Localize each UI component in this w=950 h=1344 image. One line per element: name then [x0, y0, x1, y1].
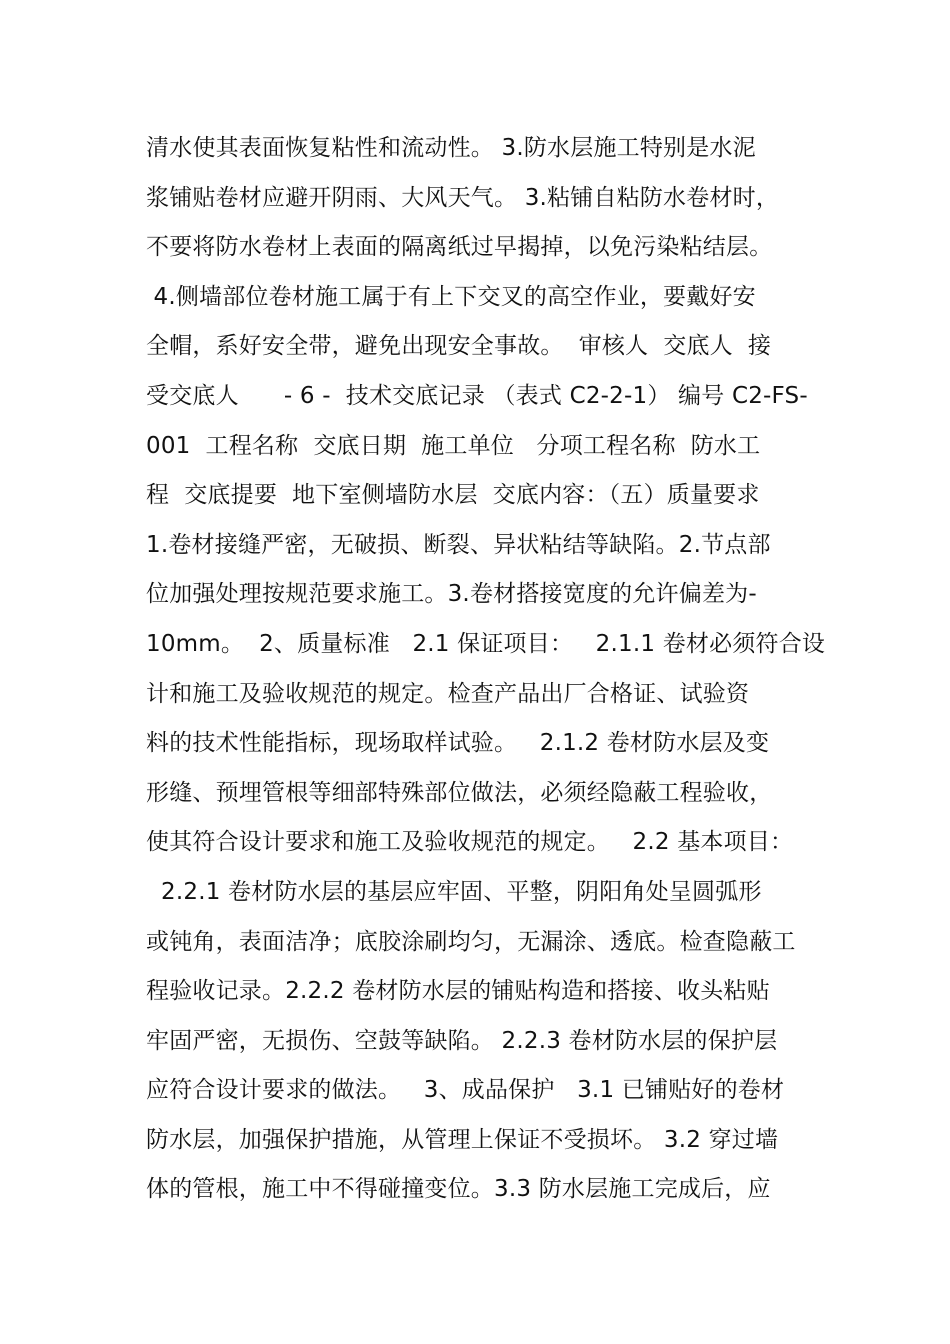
text-line: 料的技术性能指标，现场取样试验。 2.1.2 卷材防水层及变 [146, 730, 770, 757]
text-line: 形缝、预埋管根等细部特殊部位做法，必须经隐蔽工程验收， [146, 779, 773, 806]
body-text [146, 124, 836, 1215]
text-line: 体的管根，施工中不得碰撞变位。3.3 防水层施工完成后，应 [146, 1176, 771, 1203]
text-line: 全帽，系好安全带，避免出现安全事故。 审核人 交底人 接 [146, 333, 772, 360]
text-line: 程验收记录。2.2.2 卷材防水层的铺贴构造和搭接、收头粘贴 [146, 978, 770, 1005]
text-line: 清水使其表面恢复粘性和流动性。 3.防水层施工特别是水泥 [146, 135, 756, 161]
text-line: 应符合设计要求的做法。 3、成品保护 3.1 已铺贴好的卷材 [146, 1077, 785, 1104]
text-line: 受交底人 - 6 - 技术交底记录 （表式 C2-2-1） 编号 C2-FS- [146, 382, 808, 409]
text-line: 牢固严密，无损伤、空鼓等缺陷。 2.2.3 卷材防水层的保护层 [146, 1027, 778, 1054]
text-line: 计和施工及验收规范的规定。检查产品出厂合格证、试验资 [146, 680, 750, 707]
text-line: 位加强处理按规范要求施工。3.卷材搭接宽度的允许偏差为- [146, 581, 757, 608]
text-line: 不要将防水卷材上表面的隔离纸过早揭掉，以免污染粘结层。 [146, 234, 773, 261]
text-line: 1.卷材接缝严密，无破损、断裂、异状粘结等缺陷。2.节点部 [146, 531, 771, 558]
text-line: 使其符合设计要求和施工及验收规范的规定。 2.2 基本项目： [146, 829, 794, 856]
text-line: 程 交底提要 地下室侧墙防水层 交底内容：（五）质量要求 [146, 482, 760, 509]
text-line: 001 工程名称 交底日期 施工单位 分项工程名称 防水工 [146, 432, 761, 459]
text-line: 2.2.1 卷材防水层的基层应牢固、平整，阴阳角处呈圆弧形 [146, 878, 762, 905]
text-line: 10mm。 2、质量标准 2.1 保证项目： 2.1.1 卷材必须符合设 [146, 630, 826, 657]
text-line: 4.侧墙部位卷材施工属于有上下交叉的高空作业，要戴好安 [146, 283, 756, 310]
text-line: 或钝角，表面洁净；底胶涂刷均匀，无漏涂、透底。检查隐蔽工 [146, 928, 796, 955]
text-line: 浆铺贴卷材应避开阴雨、大风天气。 3.粘铺自粘防水卷材时， [146, 184, 780, 211]
text-line: 防水层，加强保护措施，从管理上保证不受损坏。 3.2 穿过墙 [146, 1126, 779, 1153]
